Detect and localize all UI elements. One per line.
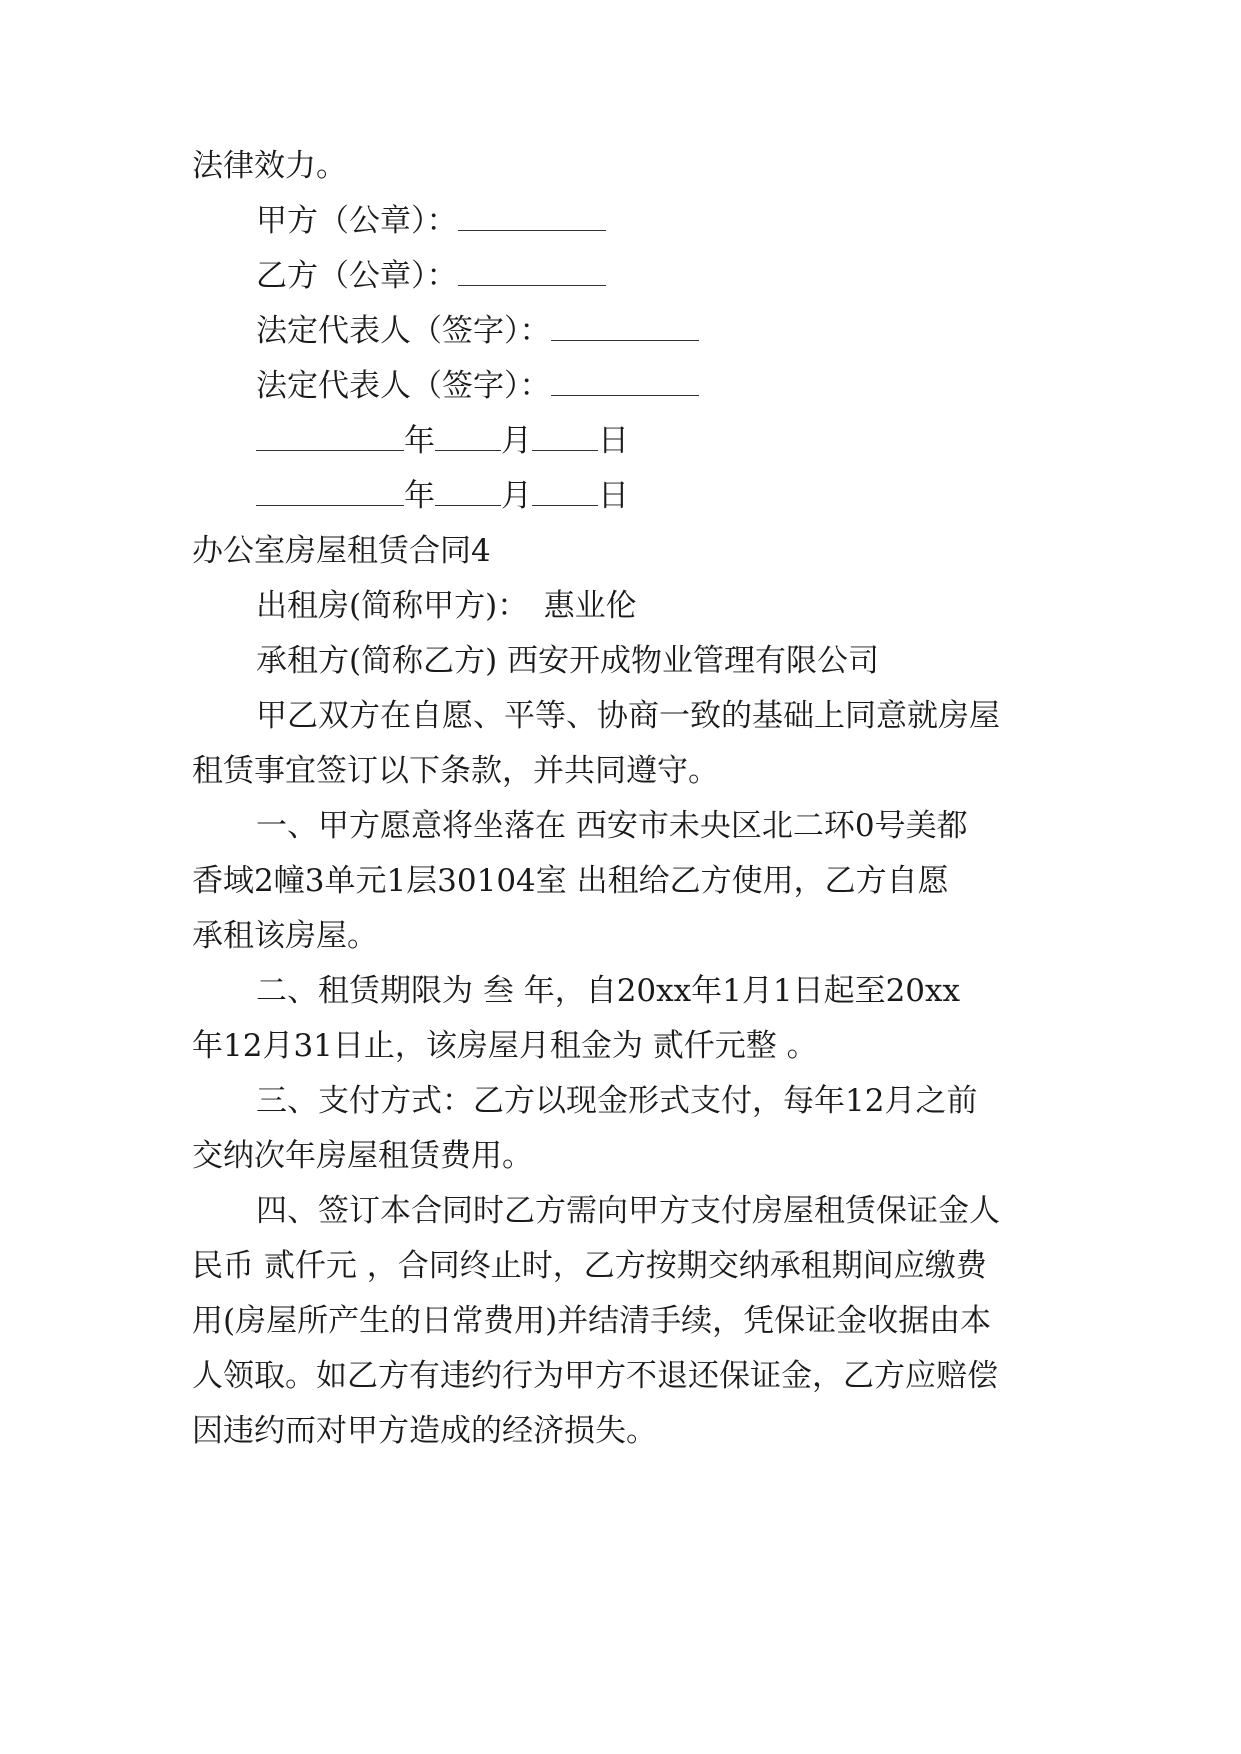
- continuation-line: 法律效力。: [192, 148, 347, 184]
- clause2-line-2: 年12月31日止，该房屋月租金为 贰仟元整 。: [192, 1028, 818, 1064]
- contract-title: 办公室房屋租赁合同4: [192, 533, 491, 569]
- signature-blank: [551, 314, 699, 341]
- clause1-line-2: 香域2幢3单元1层30104室 出租给乙方使用，乙方自愿: [192, 863, 949, 899]
- rep-b-line: [256, 366, 699, 406]
- date-line-b: [256, 476, 629, 516]
- month-label: 月: [501, 423, 532, 459]
- month-label: 月: [501, 478, 532, 514]
- signature-blank: [458, 259, 606, 286]
- clause4-line-4: 人领取。如乙方有违约行为甲方不退还保证金，乙方应赔偿: [192, 1358, 998, 1394]
- day-blank: [532, 479, 598, 506]
- party-a-seal-label: 甲方（公章）：: [256, 203, 458, 239]
- year-label: 年: [404, 423, 435, 459]
- month-blank: [435, 424, 501, 451]
- intro-line-2: 租赁事宜签订以下条款，并共同遵守。: [192, 753, 719, 789]
- party-b-seal-label: 乙方（公章）：: [256, 258, 458, 294]
- party-a-seal-line: [256, 201, 606, 241]
- year-label: 年: [404, 478, 435, 514]
- date-line-a: [256, 421, 629, 461]
- clause1-line-1: 一、甲方愿意将坐落在 西安市未央区北二环0号美都: [256, 808, 968, 844]
- clause4-line-2: 民币 贰仟元 ，合同终止时，乙方按期交纳承租期间应缴费: [192, 1248, 987, 1284]
- rep-b-label: 法定代表人（签字）：: [256, 368, 551, 404]
- year-blank: [256, 424, 404, 451]
- signature-blank: [458, 204, 606, 231]
- clause3-line-2: 交纳次年房屋租赁费用。: [192, 1138, 533, 1174]
- day-blank: [532, 424, 598, 451]
- year-blank: [256, 479, 404, 506]
- intro-line-1: 甲乙双方在自愿、平等、协商一致的基础上同意就房屋: [256, 698, 1000, 734]
- rep-a-label: 法定代表人（签字）：: [256, 313, 551, 349]
- clause1-line-3: 承租该房屋。: [192, 918, 378, 954]
- lessor-line: 出租房(简称甲方)： 惠业伦: [256, 588, 637, 624]
- clause2-line-1: 二、租赁期限为 叁 年，自20xx年1月1日起至20xx: [256, 973, 960, 1009]
- day-label: 日: [598, 423, 629, 459]
- lessee-line: 承租方(简称乙方) 西安开成物业管理有限公司: [256, 643, 880, 679]
- clause4-line-3: 用(房屋所产生的日常费用)并结清手续，凭保证金收据由本: [192, 1303, 992, 1339]
- month-blank: [435, 479, 501, 506]
- clause4-line-5: 因违约而对甲方造成的经济损失。: [192, 1413, 657, 1449]
- rep-a-line: [256, 311, 699, 351]
- day-label: 日: [598, 478, 629, 514]
- signature-blank: [551, 369, 699, 396]
- clause4-line-1: 四、签订本合同时乙方需向甲方支付房屋租赁保证金人: [256, 1193, 1000, 1229]
- clause3-line-1: 三、支付方式：乙方以现金形式支付，每年12月之前: [256, 1083, 978, 1119]
- party-b-seal-line: [256, 256, 606, 296]
